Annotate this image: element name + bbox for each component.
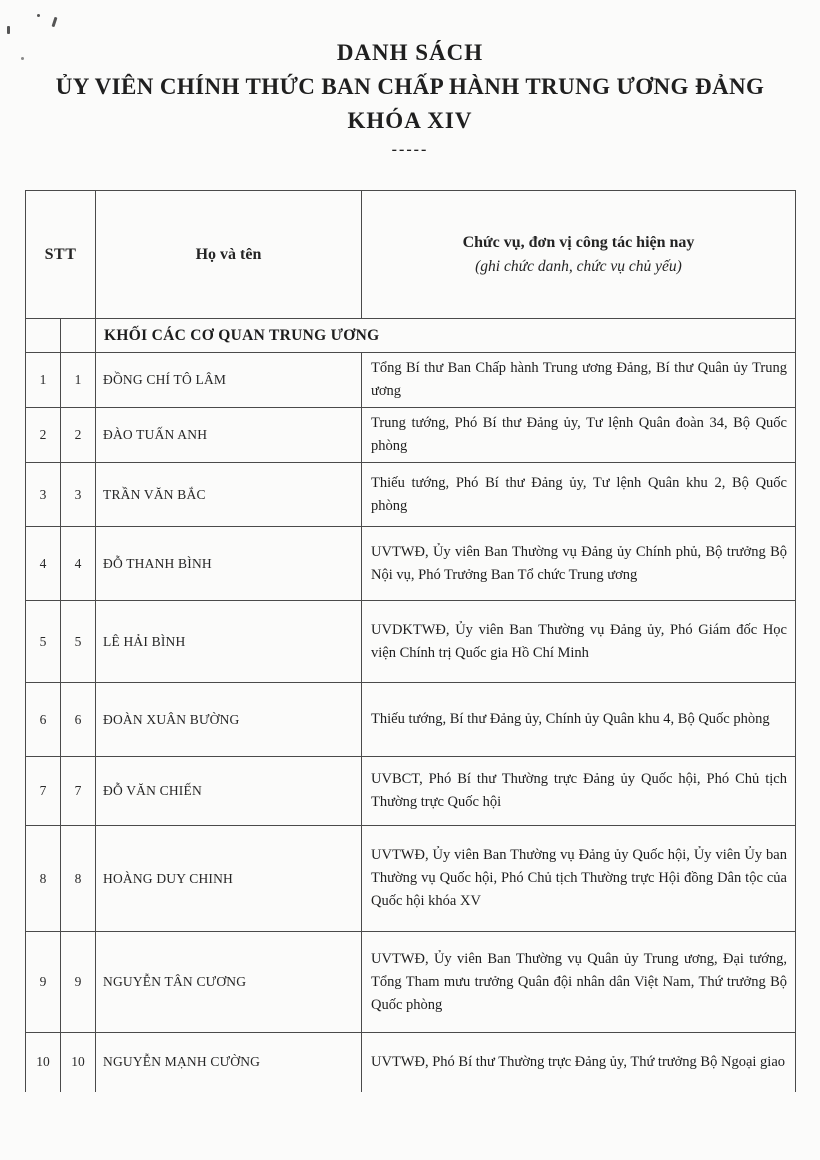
scan-artifact — [21, 57, 24, 60]
table-row — [26, 932, 796, 1033]
row-subnumber-cell: 8 — [61, 826, 96, 932]
document-title-block — [0, 0, 820, 159]
table-row — [26, 683, 796, 757]
table-body — [26, 319, 796, 1092]
row-number-cell: 1 — [26, 353, 61, 408]
member-position: UVDKTWĐ, Ủy viên Ban Thường vụ Đảng ủy, Phó Giám đốc Học viện Chính trị Quốc gia Hồ Chí Minh — [362, 601, 796, 683]
table-row — [26, 408, 796, 463]
row-subnumber-cell: 5 — [61, 601, 96, 683]
row-subnumber-cell: 10 — [61, 1033, 96, 1092]
row-subnumber-cell: 4 — [61, 527, 96, 601]
row-number-cell: 5 — [26, 601, 61, 683]
table-row — [26, 1033, 796, 1092]
row-number-cell: 6 — [26, 683, 61, 757]
member-name: ĐỖ THANH BÌNH — [96, 527, 362, 601]
member-position: Trung tướng, Phó Bí thư Đảng ủy, Tư lệnh Quân đoàn 34, Bộ Quốc phòng — [362, 408, 796, 463]
row-subnumber-cell: 2 — [61, 408, 96, 463]
header-stt: STT — [26, 191, 96, 319]
header-position — [362, 191, 796, 319]
table-row — [26, 757, 796, 826]
table-row — [26, 463, 796, 527]
table-row — [26, 353, 796, 408]
section-row — [26, 319, 796, 353]
table-row — [26, 527, 796, 601]
scan-artifact — [37, 14, 40, 17]
row-number-cell: 7 — [26, 757, 61, 826]
member-name: ĐỖ VĂN CHIẾN — [96, 757, 362, 826]
section-title: KHỐI CÁC CƠ QUAN TRUNG ƯƠNG — [96, 319, 796, 353]
member-name: LÊ HẢI BÌNH — [96, 601, 362, 683]
row-number-cell: 8 — [26, 826, 61, 932]
row-subnumber-cell: 3 — [61, 463, 96, 527]
member-name: ĐỒNG CHÍ TÔ LÂM — [96, 353, 362, 408]
title-line-1: DANH SÁCH — [336, 40, 484, 65]
members-table — [25, 190, 796, 1092]
member-name: ĐOÀN XUÂN BƯỜNG — [96, 683, 362, 757]
member-position: Thiếu tướng, Bí thư Đảng ủy, Chính ủy Quân khu 4, Bộ Quốc phòng — [362, 683, 796, 757]
section-empty-cell — [61, 319, 96, 353]
row-number-cell: 9 — [26, 932, 61, 1033]
row-subnumber-cell: 1 — [61, 353, 96, 408]
member-name: HOÀNG DUY CHINH — [96, 826, 362, 932]
table-row — [26, 826, 796, 932]
member-position: UVBCT, Phó Bí thư Thường trực Đảng ủy Quốc hội, Phó Chủ tịch Thường trực Quốc hội — [362, 757, 796, 826]
scan-artifact — [7, 26, 10, 34]
member-name: TRẦN VĂN BẮC — [96, 463, 362, 527]
row-number-cell: 3 — [26, 463, 61, 527]
row-number-cell: 10 — [26, 1033, 61, 1092]
member-position: Thiếu tướng, Phó Bí thư Đảng ủy, Tư lệnh Quân khu 2, Bộ Quốc phòng — [362, 463, 796, 527]
member-position: UVTWĐ, Phó Bí thư Thường trực Đảng ủy, Thứ trưởng Bộ Ngoại giao — [362, 1033, 796, 1092]
member-name: NGUYỄN MẠNH CƯỜNG — [96, 1033, 362, 1092]
title-line-3: KHÓA XIV — [347, 108, 473, 133]
table-header — [26, 191, 796, 319]
member-position: UVTWĐ, Ủy viên Ban Thường vụ Đảng ủy Quốc hội, Ủy viên Ủy ban Thường vụ Quốc hội, Phó Chủ tịch Thường trực Hội đồng Dân tộc của Quốc hội khóa XV — [362, 826, 796, 932]
member-name: NGUYỄN TÂN CƯƠNG — [96, 932, 362, 1033]
title-line-2: ỦY VIÊN CHÍNH THỨC BAN CHẤP HÀNH TRUNG ƯƠNG ĐẢNG — [55, 74, 765, 99]
section-empty-cell — [26, 319, 61, 353]
title-divider: ----- — [391, 141, 429, 158]
member-position: UVTWĐ, Ủy viên Ban Thường vụ Quân ủy Trung ương, Đại tướng, Tổng Tham mưu trưởng Quân đội nhân dân Việt Nam, Thứ trưởng Bộ Quốc phòng — [362, 932, 796, 1033]
header-position-sub: (ghi chức danh, chức vụ chủ yếu) — [475, 258, 682, 275]
row-number-cell: 4 — [26, 527, 61, 601]
member-name: ĐÀO TUẤN ANH — [96, 408, 362, 463]
header-position-main: Chức vụ, đơn vị công tác hiện nay — [462, 234, 695, 251]
row-subnumber-cell: 6 — [61, 683, 96, 757]
header-name: Họ và tên — [96, 191, 362, 319]
row-subnumber-cell: 9 — [61, 932, 96, 1033]
member-position: UVTWĐ, Ủy viên Ban Thường vụ Đảng ủy Chính phủ, Bộ trưởng Bộ Nội vụ, Phó Trưởng Ban Tổ chức Trung ương — [362, 527, 796, 601]
table-row — [26, 601, 796, 683]
member-position: Tổng Bí thư Ban Chấp hành Trung ương Đảng, Bí thư Quân ủy Trung ương — [362, 353, 796, 408]
row-number-cell: 2 — [26, 408, 61, 463]
header-row — [26, 191, 796, 319]
row-subnumber-cell: 7 — [61, 757, 96, 826]
